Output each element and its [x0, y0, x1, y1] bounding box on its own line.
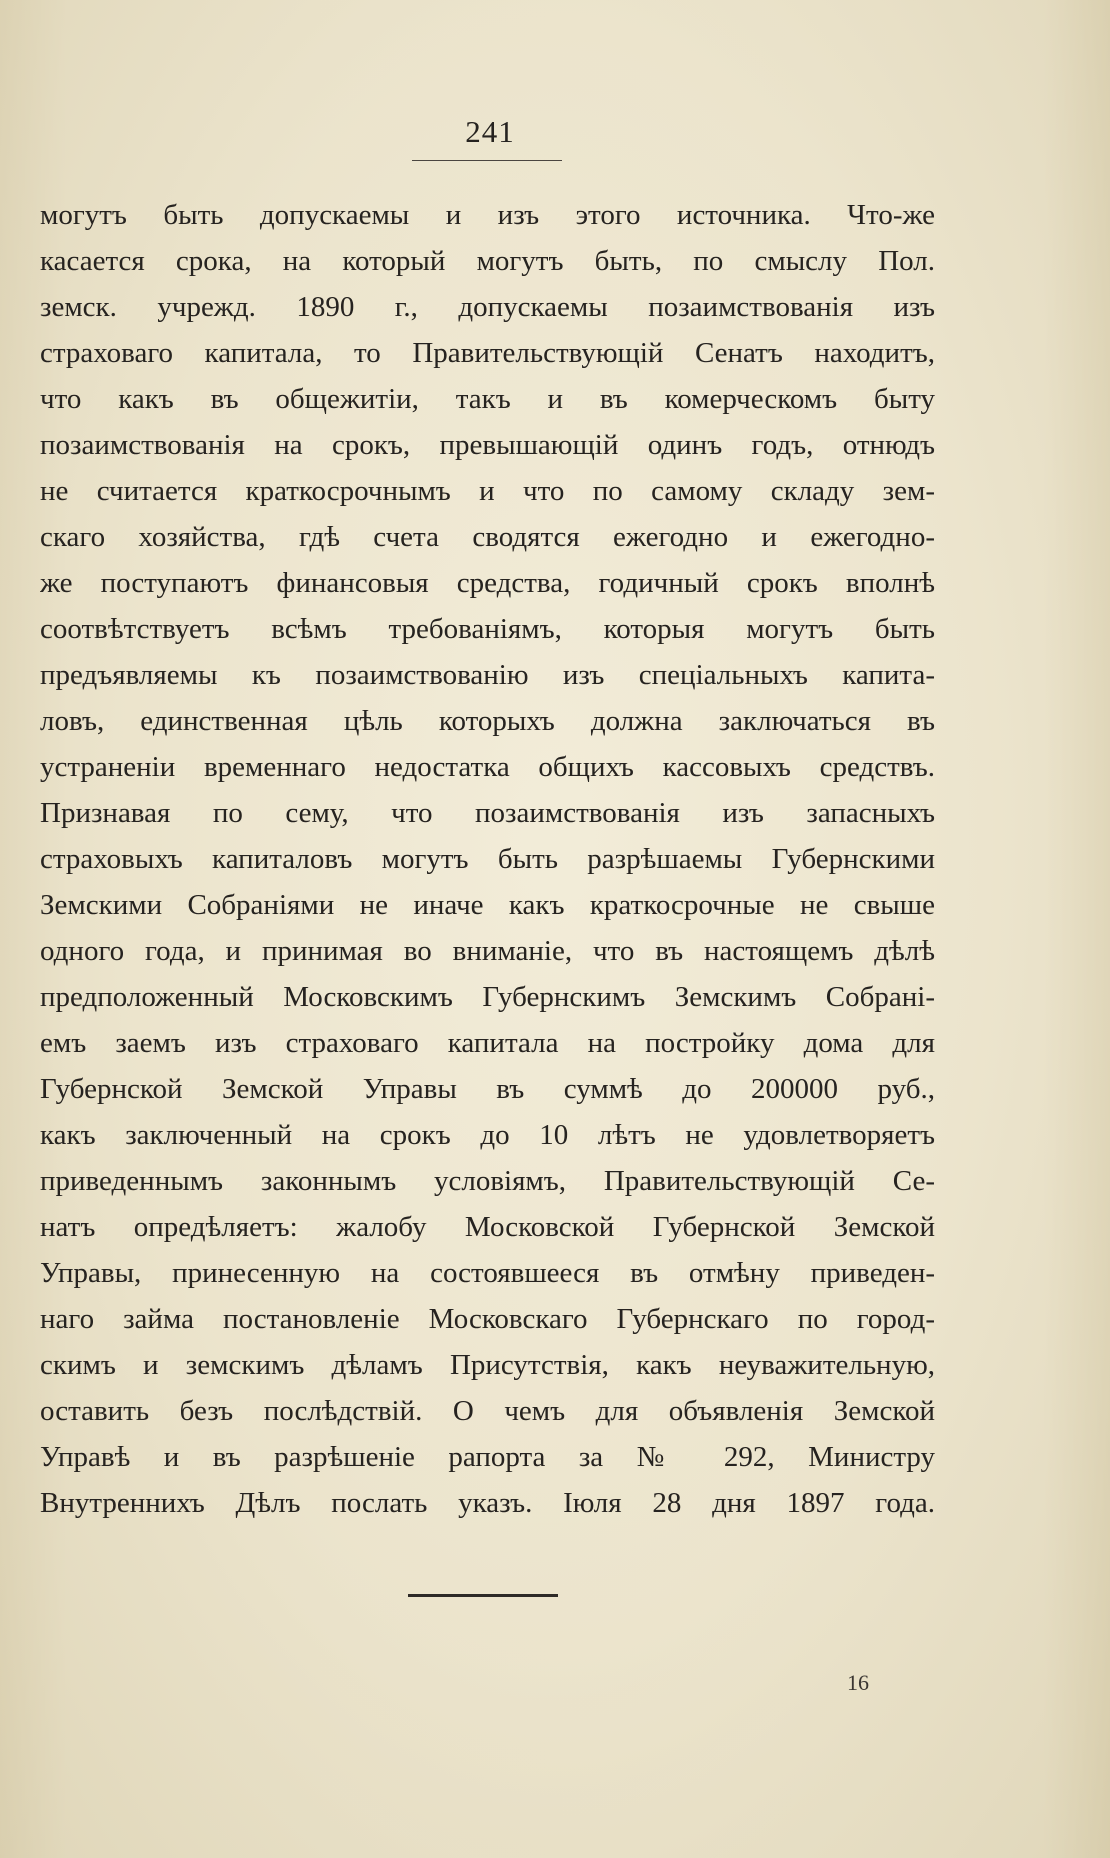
- text-line: емъ заемъ изъ страховаго капитала на постройку дома для: [40, 1027, 935, 1059]
- text-line: какъ заключенный на срокъ до 10 лѣтъ не удовлетворяетъ: [40, 1119, 935, 1151]
- text-line: оставить безъ послѣдствій. О чемъ для объявленія Земской: [40, 1395, 935, 1427]
- text-line: Управы, принесенную на состоявшееся въ отмѣну приведен-: [40, 1257, 935, 1289]
- text-line: Губернской Земской Управы въ суммѣ до 200000 руб.,: [40, 1073, 935, 1105]
- text-line: что какъ въ общежитіи, такъ и въ комерческомъ быту: [40, 383, 935, 415]
- text-line: Внутреннихъ Дѣлъ послать указъ. Іюля 28 дня 1897 года.: [40, 1487, 935, 1519]
- text-line: наго займа постановленіе Московскаго Губернскаго по город-: [40, 1303, 935, 1335]
- signature-mark: 16: [847, 1670, 869, 1695]
- text-line: касается срока, на который могутъ быть, по смыслу Пол.: [40, 245, 935, 277]
- text-line: Управѣ и въ разрѣшеніе рапорта за № 292, Министру: [40, 1441, 935, 1473]
- text-line: не считается краткосрочнымъ и что по самому складу зем-: [40, 475, 935, 507]
- text-line: Признавая по сему, что позаимствованія изъ запасныхъ: [40, 797, 935, 829]
- text-line: скаго хозяйства, гдѣ счета сводятся ежегодно и ежегодно-: [40, 521, 935, 553]
- text-line: одного года, и принимая во вниманіе, что въ настоящемъ дѣлѣ: [40, 935, 935, 967]
- text-line: ловъ, единственная цѣль которыхъ должна заключаться въ: [40, 705, 935, 737]
- text-line: же поступаютъ финансовыя средства, годичный срокъ вполнѣ: [40, 567, 935, 599]
- text-line: устраненіи временнаго недостатка общихъ кассовыхъ средствъ.: [40, 751, 935, 783]
- text-line: приведеннымъ законнымъ условіямъ, Правительствующій Се-: [40, 1165, 935, 1197]
- page-number: 241: [465, 114, 515, 149]
- text-line: предположенный Московскимъ Губернскимъ Земскимъ Собрані-: [40, 981, 935, 1013]
- text-line: натъ опредѣляетъ: жалобу Московской Губернской Земской: [40, 1211, 935, 1243]
- text-line: Земскими Собраніями не иначе какъ краткосрочные не свыше: [40, 889, 935, 921]
- text-line: страховаго капитала, то Правительствующій Сенатъ находитъ,: [40, 337, 935, 369]
- text-line: предъявляемы къ позаимствованію изъ спеціальныхъ капита-: [40, 659, 935, 691]
- text-line: скимъ и земскимъ дѣламъ Присутствія, какъ неуважительную,: [40, 1349, 935, 1381]
- header-rule: [412, 160, 562, 161]
- text-line: могутъ быть допускаемы и изъ этого источника. Что-же: [40, 199, 935, 231]
- text-line: земск. учрежд. 1890 г., допускаемы позаимствованія изъ: [40, 291, 935, 323]
- text-line: соотвѣтствуетъ всѣмъ требованіямъ, которыя могутъ быть: [40, 613, 935, 645]
- body-text: [40, 192, 935, 1532]
- text-line: позаимствованія на срокъ, превышающій одинъ годъ, отнюдъ: [40, 429, 935, 461]
- end-rule: [408, 1594, 558, 1597]
- text-line: страховыхъ капиталовъ могутъ быть разрѣшаемы Губернскими: [40, 843, 935, 875]
